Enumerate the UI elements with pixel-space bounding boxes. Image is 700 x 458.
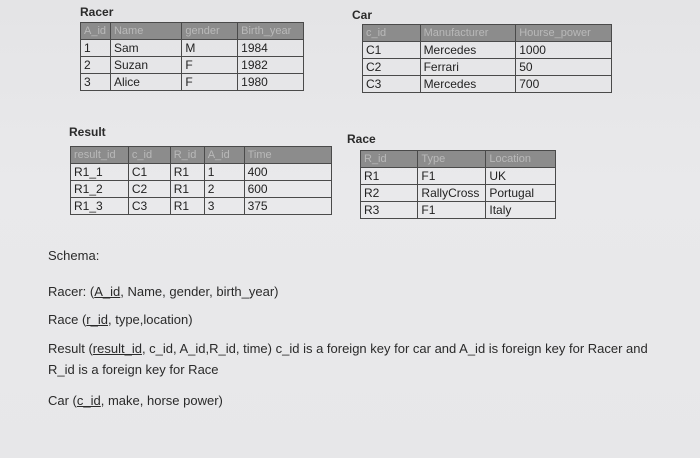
racer-header-cell: A_id xyxy=(81,23,111,40)
racer-row xyxy=(81,40,304,57)
racer-cell: M xyxy=(182,40,238,57)
result-header-row xyxy=(71,147,332,164)
racer-header-cell: gender xyxy=(182,23,238,40)
schema-car-prefix: Car ( xyxy=(48,393,77,408)
result-cell: 2 xyxy=(204,181,244,198)
result-cell: R1 xyxy=(170,198,204,215)
race-row xyxy=(361,185,556,202)
race-row xyxy=(361,168,556,185)
car-row xyxy=(363,76,612,93)
schema-racer-rest: , Name, gender, birth_year) xyxy=(120,284,279,299)
racer-header-cell: Name xyxy=(110,23,181,40)
result-cell: R1_1 xyxy=(71,164,129,181)
schema-heading: Schema: xyxy=(48,248,100,263)
race-cell: R2 xyxy=(361,185,418,202)
car-table-title: Car xyxy=(352,8,373,22)
result-cell: 600 xyxy=(244,181,331,198)
result-cell: 375 xyxy=(244,198,331,215)
result-header-cell: c_id xyxy=(128,147,170,164)
car-cell: 1000 xyxy=(516,42,612,59)
racer-cell: 3 xyxy=(81,74,111,91)
result-header-cell: Time xyxy=(244,147,331,164)
racer-cell: F xyxy=(182,74,238,91)
result-cell: 3 xyxy=(204,198,244,215)
race-cell: R1 xyxy=(361,168,418,185)
race-cell: F1 xyxy=(418,202,486,219)
schema-racer-key: A_id xyxy=(94,284,121,299)
car-header-cell: Manufacturer xyxy=(420,25,516,42)
racer-cell: F xyxy=(182,57,238,74)
result-cell: 400 xyxy=(244,164,331,181)
result-table xyxy=(70,146,332,215)
racer-cell: Alice xyxy=(110,74,181,91)
schema-result-key: result_id xyxy=(92,341,142,356)
race-cell: Portugal xyxy=(486,185,556,202)
schema-car-key: c_id xyxy=(76,393,101,408)
race-row xyxy=(361,202,556,219)
car-header-cell: c_id xyxy=(363,25,421,42)
car-row xyxy=(363,42,612,59)
race-cell: R3 xyxy=(361,202,418,219)
racer-cell: Sam xyxy=(110,40,181,57)
schema-racer-prefix: Racer: ( xyxy=(48,284,95,299)
schema-result-line-2: R_id is a foreign key for Race xyxy=(48,362,219,377)
result-cell: C3 xyxy=(128,198,170,215)
result-header-cell: result_id xyxy=(71,147,129,164)
racer-cell: 1 xyxy=(81,40,111,57)
result-row xyxy=(71,181,332,198)
schema-race-key: r_id xyxy=(86,312,108,327)
race-cell: RallyCross xyxy=(418,185,486,202)
car-cell: Mercedes xyxy=(420,76,516,93)
result-cell: R1_3 xyxy=(71,198,129,215)
schema-result-rest: , c_id, A_id,R_id, time) c_id is a foreign key for car and A_id is foreign key for Racer and xyxy=(141,341,648,356)
schema-result-line xyxy=(48,341,688,356)
result-table-title: Result xyxy=(69,125,106,139)
car-cell: 50 xyxy=(516,59,612,76)
result-cell: 1 xyxy=(204,164,244,181)
schema-race-rest: , type,location) xyxy=(107,312,193,327)
racer-header-row xyxy=(81,23,304,40)
race-header-cell: R_id xyxy=(361,151,418,168)
result-header-cell: A_id xyxy=(204,147,244,164)
car-row xyxy=(363,59,612,76)
car-cell: C3 xyxy=(363,76,421,93)
race-cell: Italy xyxy=(486,202,556,219)
result-cell: R1 xyxy=(170,164,204,181)
result-cell: C1 xyxy=(128,164,170,181)
racer-cell: Suzan xyxy=(110,57,181,74)
racer-cell: 2 xyxy=(81,57,111,74)
car-cell: 700 xyxy=(516,76,612,93)
result-cell: R1_2 xyxy=(71,181,129,198)
racer-table-title: Racer xyxy=(80,5,114,19)
result-cell: R1 xyxy=(170,181,204,198)
schema-race-prefix: Race ( xyxy=(48,312,87,327)
car-cell: C1 xyxy=(363,42,421,59)
result-row xyxy=(71,198,332,215)
race-header-row xyxy=(361,151,556,168)
result-row xyxy=(71,164,332,181)
race-table-title: Race xyxy=(347,132,376,146)
car-cell: C2 xyxy=(363,59,421,76)
racer-cell: 1982 xyxy=(238,57,304,74)
racer-row xyxy=(81,57,304,74)
racer-cell: 1984 xyxy=(238,40,304,57)
schema-car-rest: , make, horse power) xyxy=(100,393,223,408)
car-cell: Ferrari xyxy=(420,59,516,76)
car-cell: Mercedes xyxy=(420,42,516,59)
car-header-cell: Hourse_power xyxy=(516,25,612,42)
car-header-row xyxy=(363,25,612,42)
racer-row xyxy=(81,74,304,91)
race-cell: F1 xyxy=(418,168,486,185)
car-table xyxy=(362,24,612,93)
result-header-cell: R_id xyxy=(170,147,204,164)
race-table xyxy=(360,150,556,219)
racer-cell: 1980 xyxy=(238,74,304,91)
racer-header-cell: Birth_year xyxy=(238,23,304,40)
race-cell: UK xyxy=(486,168,556,185)
result-cell: C2 xyxy=(128,181,170,198)
race-header-cell: Location xyxy=(486,151,556,168)
racer-table xyxy=(80,22,304,91)
schema-result-prefix: Result ( xyxy=(48,341,93,356)
race-header-cell: Type xyxy=(418,151,486,168)
schema-car-line xyxy=(48,393,223,408)
schema-racer-line xyxy=(48,284,279,299)
schema-race-line xyxy=(48,312,193,327)
